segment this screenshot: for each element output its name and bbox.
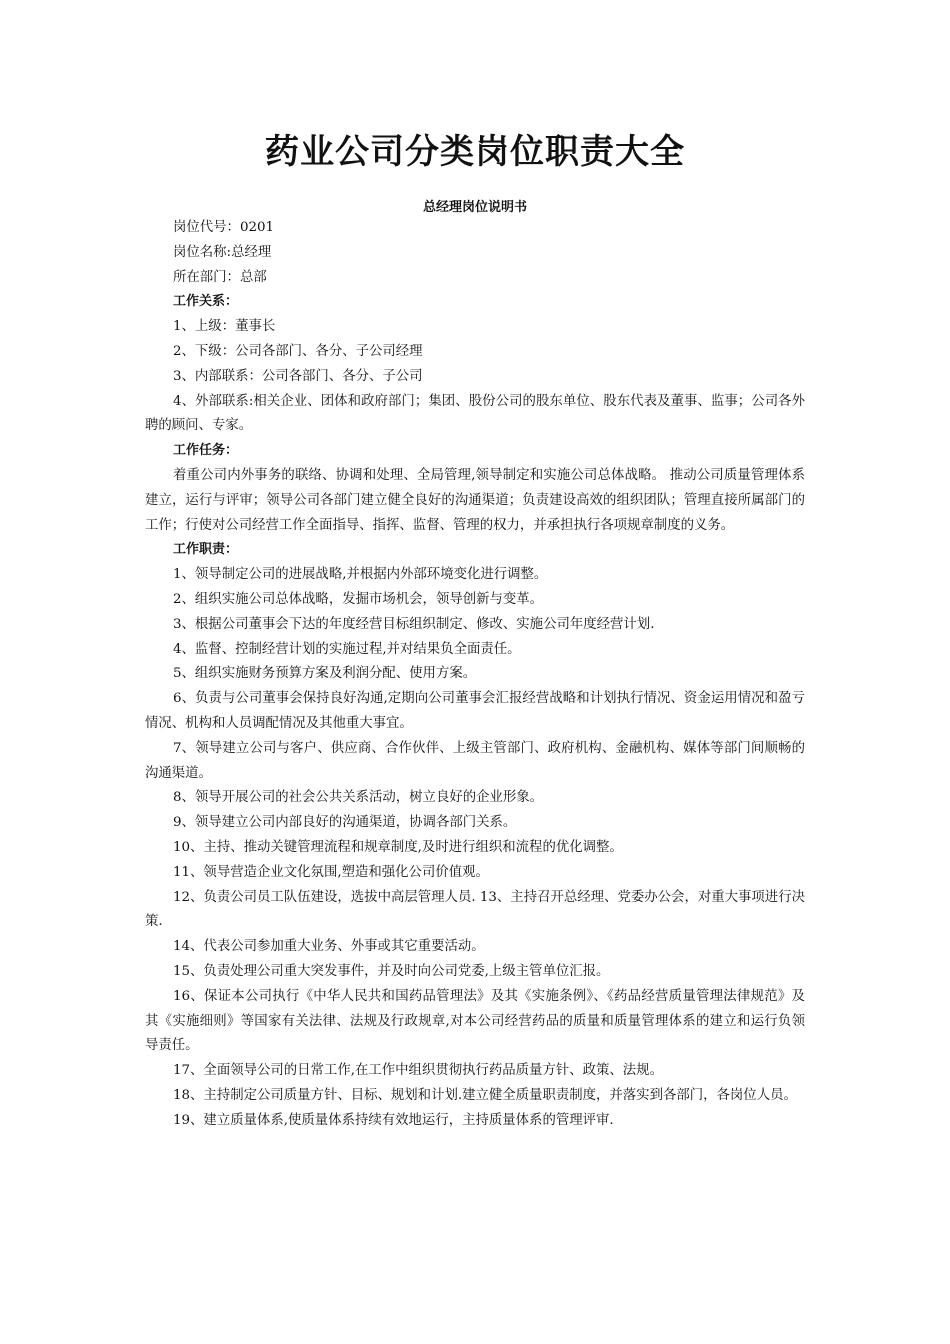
duty-item: 9、领导建立公司内部良好的沟通渠道，协调各部门关系。 <box>173 815 517 831</box>
duty-item: 3、根据公司董事会下达的年度经营目标组织制定、修改、实施公司年度经营计划. <box>173 616 655 632</box>
duty-item: 14、代表公司参加重大业务、外事或其它重要活动。 <box>173 939 485 955</box>
duty-item: 8、领导开展公司的社会公共关系活动，树立良好的企业形象。 <box>173 790 544 806</box>
duty-item: 1、领导制定公司的进展战略,并根据内外部环境变化进行调整。 <box>173 567 548 583</box>
duty-item: 2、组织实施公司总体战略，发掘市场机会，领导创新与变革。 <box>173 591 544 607</box>
document-subtitle: 总经理岗位说明书 <box>422 200 527 215</box>
duty-item: 5、组织实施财务预算方案及利润分配、使用方案。 <box>173 666 477 682</box>
duty-item: 11、领导营造企业文化氛围,塑造和强化公司价值观。 <box>173 864 489 880</box>
duty-item: 17、全面领导公司的日常工作,在工作中组织贯彻执行药品质量方针、政策、法规。 <box>173 1063 663 1079</box>
duty-item: 15、负责处理公司重大突发事件，并及时向公司党委,上级主管单位汇报。 <box>173 963 610 979</box>
duty-item: 10、主持、推动关键管理流程和规章制度,及时进行组织和流程的优化调整。 <box>173 839 623 855</box>
document-title: 药业公司分类岗位职责大全 <box>265 132 685 172</box>
relations-item: 2、下级：公司各部门、各分、子公司经理 <box>173 343 423 359</box>
document-body <box>145 216 805 1133</box>
relations-item: 3、内部联系：公司各部门、各分、子公司 <box>173 368 423 384</box>
position-department: 所在部门：总部 <box>173 269 267 285</box>
position-code: 岗位代号：0201 <box>173 220 275 235</box>
duty-item: 6、负责与公司董事会保持良好沟通,定期向公司董事会汇报经营战略和计划执行情况、资金运用情况和盈亏情况、机构和人员调配情况及其他重大事宜。 <box>145 691 805 731</box>
relations-item: 4、外部联系:相关企业、团体和政府部门；集团、股份公司的股东单位、股东代表及董事、监事；公司各外聘的顾问、专家。 <box>145 393 805 434</box>
duty-item: 18、主持制定公司质量方针、目标、规划和计划.建立健全质量职责制度，并落实到各部门，各岗位人员。 <box>173 1087 797 1103</box>
tasks-text: 着重公司内外事务的联络、协调和处理、全局管理,领导制定和实施公司总体战略。 推动公司质量管理体系建立，运行与评审；领导公司各部门建立健全良好的沟通渠道；负责建设高效的组织团队；管理直接所属部门的工作；行使对公司经营工作全面指导、指挥、监督、管理的权力，并承担执行各项规章制度的义务。 <box>145 467 805 533</box>
relations-item: 1、上级：董事长 <box>173 319 276 335</box>
duty-item: 7、领导建立公司与客户、供应商、合作伙伴、上级主管部门、政府机构、金融机构、媒体等部门间顺畅的沟通渠道。 <box>145 740 805 781</box>
duty-item: 16、保证本公司执行《中华人民共和国药品管理法》及其《实施条例》、《药品经营质量管理法律规范》及其《实施细则》等国家有关法律、法规及行政规章,对本公司经营药品的质量和质量管理体系的建立和运行负领导责任。 <box>145 988 805 1054</box>
duty-item: 4、监督、控制经营计划的实施过程,并对结果负全面责任。 <box>173 641 521 657</box>
duty-item: 12、负责公司员工队伍建设，选拔中高层管理人员. 13、主持召开总经理、党委办公会，对重大事项进行决策. <box>145 889 805 930</box>
relations-heading: 工作关系： <box>173 294 239 310</box>
tasks-heading: 工作任务： <box>173 443 239 459</box>
position-name: 岗位名称:总经理 <box>173 244 272 260</box>
duty-item: 19、建立质量体系,使质量体系持续有效地运行，主持质量体系的管理评审. <box>173 1112 614 1128</box>
duties-heading: 工作职责： <box>173 542 239 558</box>
